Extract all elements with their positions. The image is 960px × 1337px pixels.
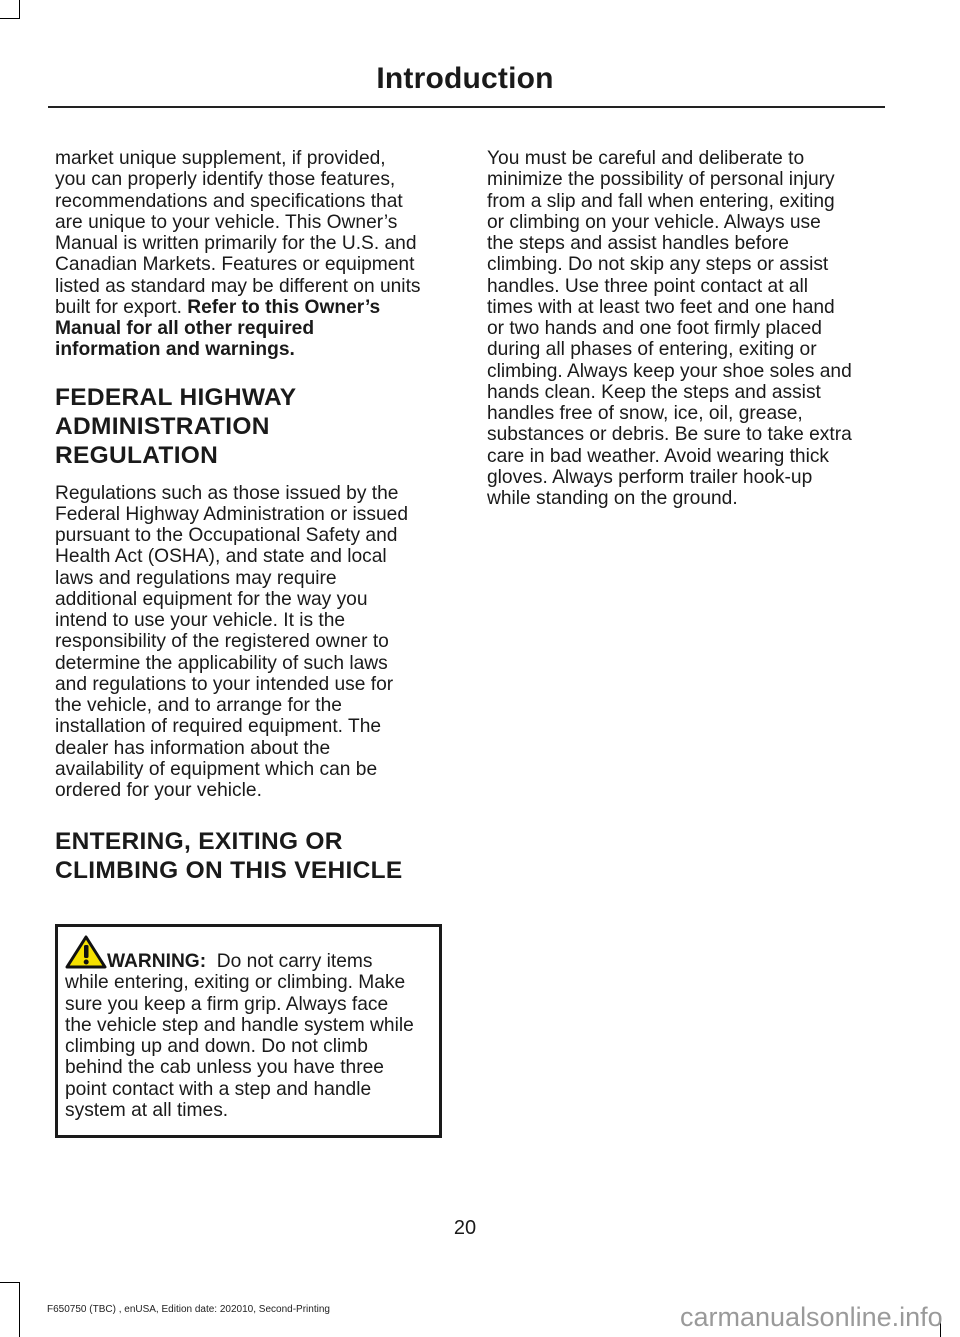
intro-bold: Refer to this Owner’s [187, 296, 381, 318]
intro-bold: Manual for all other required [55, 318, 315, 339]
text-line: gloves. Always perform trailer hook-up [487, 466, 813, 488]
right-column [487, 148, 882, 509]
text-line: handles. Use three point contact at all [487, 275, 809, 297]
warning-label: WARNING: [107, 951, 207, 972]
page-number: 20 [453, 1217, 477, 1239]
text-line: sure you keep a firm grip. Always face [65, 993, 389, 1015]
text-line: system at all times. [65, 1099, 229, 1121]
safety-paragraph [487, 148, 882, 509]
text-line: are unique to your vehicle. This Owner’s [55, 211, 398, 233]
text-line: you can properly identify those features, [55, 169, 396, 191]
section-heading-entering [55, 827, 450, 885]
warning-box [55, 924, 442, 1138]
left-column [55, 148, 450, 885]
intro-text: built for export. [55, 296, 188, 318]
text-line: climbing. Always keep your shoe soles and [487, 360, 852, 382]
text-line: pursuant to the Occupational Safety and [55, 525, 398, 546]
warning-lines [65, 972, 439, 1121]
header-rule [48, 106, 885, 108]
text-line: hands clean. Keep the steps and assist [487, 381, 821, 403]
text-line: point contact with a step and handle [65, 1078, 372, 1100]
text-line: FEDERAL HIGHWAY [55, 383, 297, 411]
text-line: during all phases of entering, exiting or [487, 339, 817, 361]
text-line: REGULATION [55, 441, 219, 469]
text-line: determine the applicability of such laws [55, 652, 388, 674]
text-line: responsibility of the registered owner to [55, 631, 389, 653]
crop-mark [19, 1282, 20, 1337]
text-line: and regulations to your intended use for [55, 673, 394, 695]
text-line: Federal Highway Administration or issued [55, 503, 409, 525]
text-line: recommendations and specifications that [55, 190, 403, 212]
intro-bold: information and warnings. [55, 339, 295, 361]
text-line: or two hands and one foot firmly placed [487, 318, 822, 339]
text-line: additional equipment for the way you [55, 588, 368, 610]
text-line: the vehicle step and handle system while [65, 1014, 414, 1036]
text-line: ENTERING, EXITING OR [55, 828, 343, 856]
text-line: Manual is written primarily for the U.S. and [55, 233, 417, 254]
text-line: the steps and assist handles before [487, 233, 789, 254]
text-line: market unique supplement, if provided, [55, 148, 386, 169]
text-line: behind the cab unless you have three [65, 1057, 384, 1079]
text-line: CLIMBING ON THIS VEHICLE [55, 857, 403, 885]
watermark: carmanualsonline.info [680, 1302, 943, 1332]
text-line: ADMINISTRATION [55, 412, 270, 440]
text-line: installation of required equipment. The [55, 716, 382, 738]
text-line: climbing up and down. Do not climb [65, 1036, 368, 1057]
text-line: Health Act (OSHA), and state and local [55, 546, 387, 568]
text-line: times with at least two feet and one hand [487, 296, 835, 318]
text-line: availability of equipment which can be [55, 758, 378, 780]
section-heading-fhwa [55, 383, 450, 470]
page-title: Introduction [376, 62, 554, 95]
text-line: intend to use your vehicle. It is the [55, 610, 346, 631]
text-line: laws and regulations may require [55, 567, 337, 589]
warning-triangle-icon [65, 935, 107, 969]
text-line: care in bad weather. Avoid wearing thick [487, 445, 830, 467]
intro-lines [55, 148, 450, 297]
text-line: or climbing on your vehicle. Always use [487, 211, 821, 233]
text-line: Canadian Markets. Features or equipment [55, 254, 415, 276]
warning-text: Do not carry items [206, 951, 373, 972]
text-line: minimize the possibility of personal injury [487, 169, 835, 191]
fhwa-paragraph [55, 483, 450, 802]
text-line: handles free of snow, ice, oil, grease, [487, 403, 803, 424]
text-line: listed as standard may be different on units [55, 275, 421, 297]
edition-footer: F650750 (TBC) , enUSA, Edition date: 202010, Second-Printing [47, 1304, 330, 1315]
intro-paragraph [55, 148, 450, 361]
crop-mark [19, 0, 20, 18]
text-line: dealer has information about the [55, 737, 331, 759]
text-line: climbing. Do not skip any steps or assist [487, 254, 829, 276]
crop-mark [0, 1282, 20, 1283]
text-line: from a slip and fall when entering, exiting [487, 190, 835, 212]
text-line: ordered for your vehicle. [55, 780, 262, 801]
text-line: while standing on the ground. [487, 488, 738, 509]
text-line: You must be careful and deliberate to [487, 148, 805, 169]
text-line: while entering, exiting or climbing. Make [65, 972, 406, 994]
text-line: the vehicle, and to arrange for the [55, 695, 342, 716]
text-line: substances or debris. Be sure to take extra [487, 424, 852, 446]
crop-mark [0, 18, 20, 19]
text-line: Regulations such as those issued by the [55, 482, 399, 504]
